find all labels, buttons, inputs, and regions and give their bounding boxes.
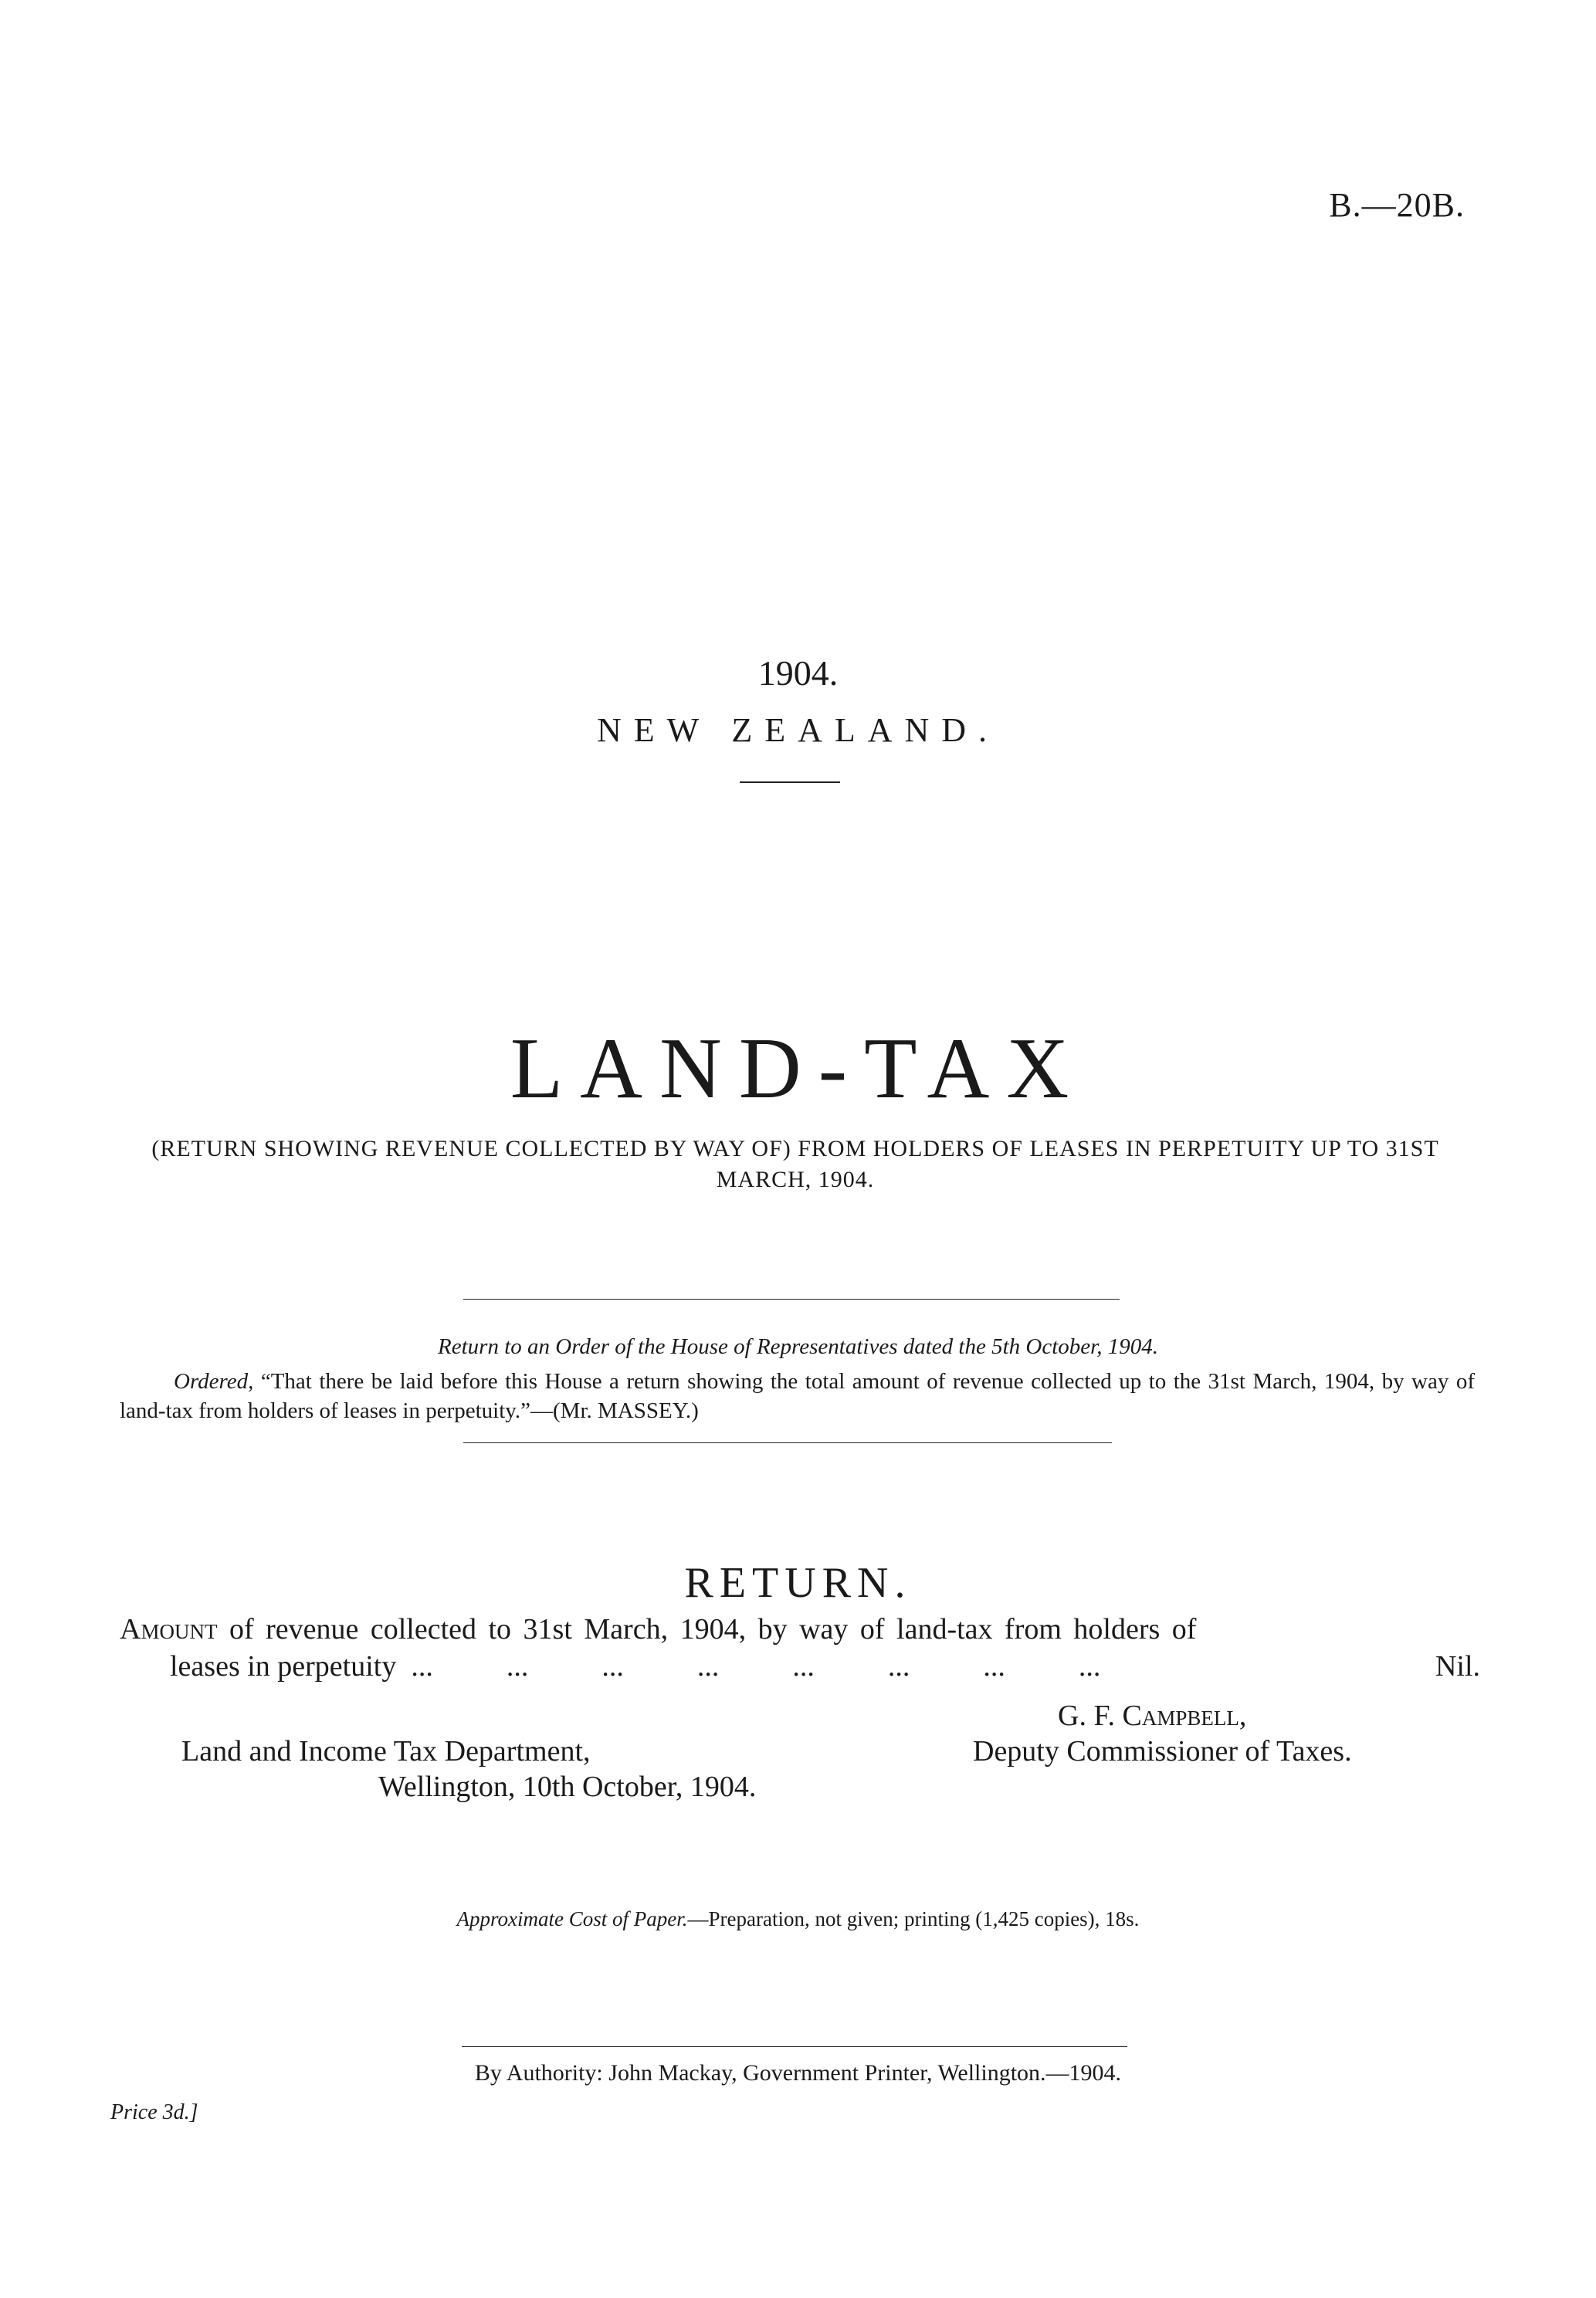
order-ordered-label: Ordered, (174, 1369, 254, 1394)
page-subtitle: (RETURN SHOWING REVENUE COLLECTED BY WAY OF) FROM HOLDERS OF LEASES IN PERPETUITY UP TO 31ST MARCH, 1904. (151, 1136, 1439, 1192)
order-body: “That there be laid before this House a return showing the total amount of revenue collected up to the 31st March, 1904, by way of land-tax from holders of leases in perpetuity.”—(Mr. MASSEY.) (120, 1369, 1476, 1423)
price: Price 3d.] (110, 2100, 198, 2124)
masthead-year: 1904. (757, 653, 839, 693)
return-line-1-lead: Amount (120, 1613, 218, 1646)
order-heading: Return to an Order of the House of Representatives dated the 5th October, 1904. (438, 1334, 1158, 1359)
return-line-2: leases in perpetuity ... ... ... ... ... ... ... ... (170, 1650, 1101, 1683)
signatory-title: Deputy Commissioner of Taxes. (973, 1735, 1352, 1768)
cost-text: —Preparation, not given; printing (1,425 copies), 18s. (687, 1907, 1140, 1930)
signatory-name: G. F. Campbell, (1058, 1700, 1247, 1732)
printer-imprint: By Authority: John Mackay, Government Printer, Wellington.—1904. (474, 2060, 1122, 2086)
order-top-divider (463, 1299, 1120, 1300)
return-heading: RETURN. (684, 1559, 912, 1607)
order-bottom-divider (463, 1442, 1112, 1443)
order-text (120, 1367, 1475, 1425)
return-line-1 (120, 1612, 1394, 1646)
cost-label: Approximate Cost of Paper. (456, 1907, 688, 1930)
department-place-date: Wellington, 10th October, 1904. (378, 1771, 757, 1803)
page-title: LAND-TAX (510, 1021, 1086, 1117)
footer-divider (462, 2046, 1127, 2047)
return-line-1-rest: of revenue collected to 31st March, 1904, by way of land-tax from holders of (229, 1613, 1197, 1646)
cost-note (0, 1907, 1596, 1931)
department: Land and Income Tax Department, (181, 1735, 591, 1768)
document-reference: B.—20B. (1329, 186, 1465, 224)
masthead-divider (740, 781, 840, 783)
masthead-country: NEW ZEALAND. (596, 711, 1000, 749)
return-value: Nil. (1435, 1650, 1480, 1683)
